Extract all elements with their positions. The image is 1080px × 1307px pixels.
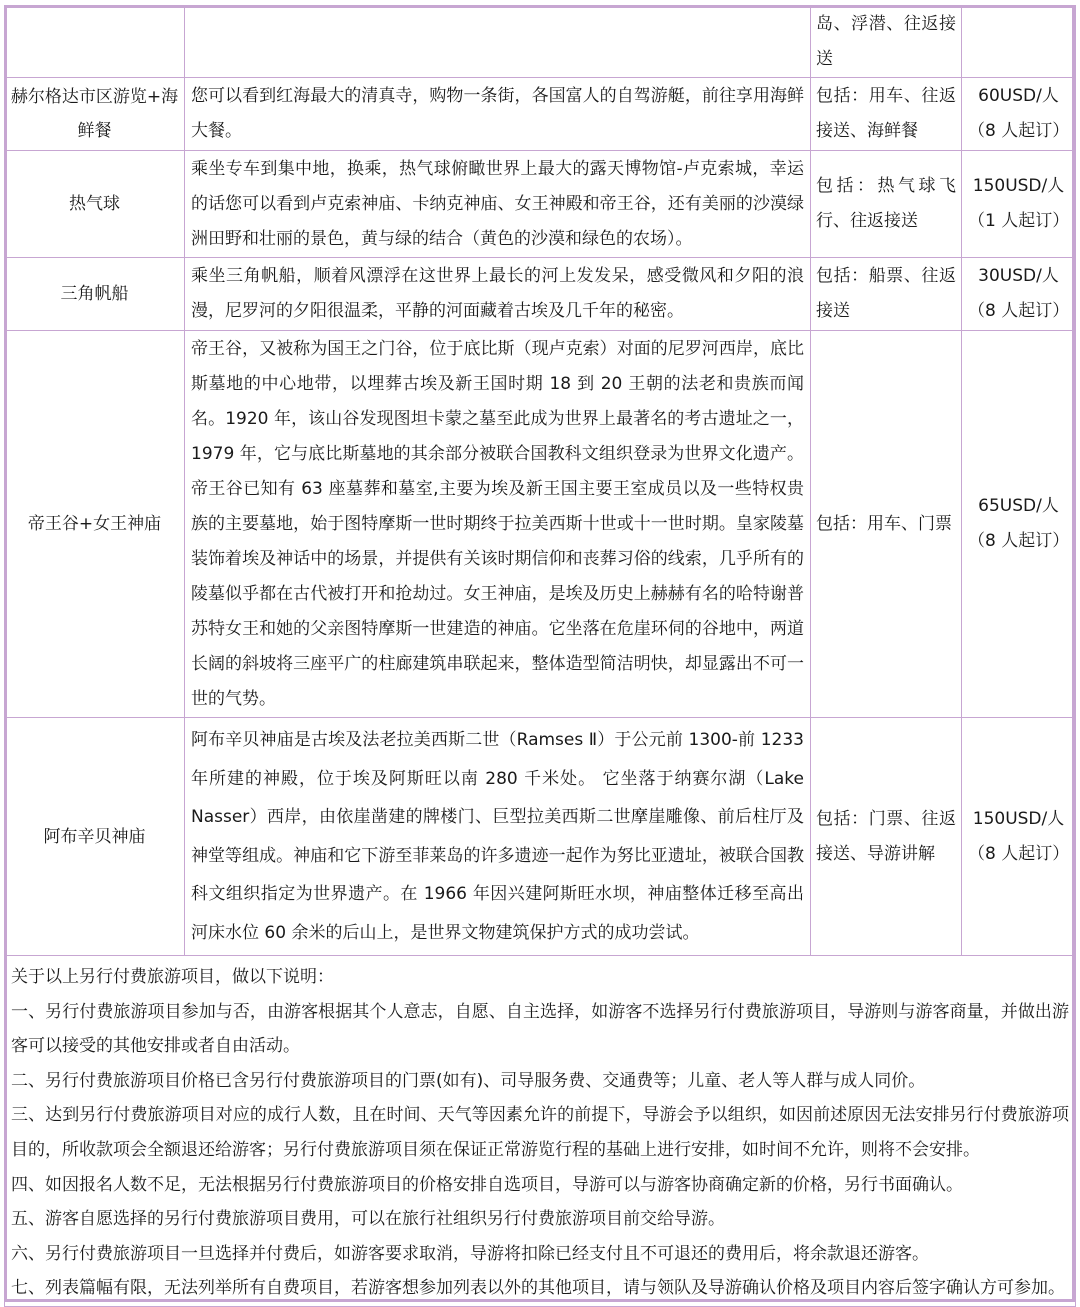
tour-includes: 包括：用车、往返接送、海鲜餐 [811,78,962,151]
table-row [5,151,1076,258]
notes-section [5,956,1076,1307]
tour-min-group: （8 人起订） [968,121,1070,141]
notes-row [5,956,1076,1307]
tour-name: 赫尔格达市区游览+海鲜餐 [5,78,185,151]
tour-name [5,6,185,78]
table-row [5,78,1076,151]
tour-description [185,6,811,78]
tour-price: 150USD/人 [972,176,1065,196]
tour-price-cell [962,78,1076,151]
note-item: 七、列表篇幅有限，无法列举所有自费项目，若游客想参加列表以外的其他项目，请与领队及导游确认价格及项目内容后签字确认方可参加。 [11,1278,1065,1299]
tour-description: 乘坐专车到集中地，换乘，热气球俯瞰世界上最大的露天博物馆-卢克索城，幸运的话您可以看到卢克索神庙、卡纳克神庙、女王神殿和帝王谷，还有美丽的沙漠绿洲田野和壮丽的景色，黄与绿的结合（黄色的沙漠和绿色的农场）。 [185,151,811,258]
tour-description: 帝王谷，又被称为国王之门谷，位于底比斯（现卢克索）对面的尼罗河西岸，底比斯墓地的中心地带，以埋葬古埃及新王国时期 18 到 20 王朝的法老和贵族而闻名。1920 年，该山谷发现图坦卡蒙之墓至此成为世界上最著名的考古遗址之一，1979 年，它与底比斯墓地的其余部分被联合国教科文组织登录为世界文化遗产。帝王谷已知有 63 座墓葬和墓室,主要为埃及新王国主要王室成员以及一些特权贵族的主要墓地，始于图特摩斯一世时期终于拉美西斯十世或十一世时期。皇家陵墓装饰着埃及神话中的场景，并提供有关该时期信仰和丧葬习俗的线索，几乎所有的陵墓似乎都在古代被打开和抢劫过。女王神庙，是埃及历史上赫赫有名的哈特谢普苏特女王和她的父亲图特摩斯一世建造的神庙。它坐落在危崖环伺的谷地中，两道长阔的斜坡将三座平广的柱廊建筑串联起来，整体造型简洁明快，却显露出不可一世的气势。 [185,331,811,718]
tour-price-cell [962,258,1076,331]
tour-min-group: （8 人起订） [968,531,1070,551]
tour-name: 帝王谷+女王神庙 [5,331,185,718]
table-row [5,258,1076,331]
table-row [5,718,1076,956]
note-item: 二、另行付费旅游项目价格已含另行付费旅游项目的门票(如有)、司导服务费、交通费等；儿童、老人等人群与成人同价。 [11,1070,926,1091]
tour-description: 您可以看到红海最大的清真寺，购物一条街，各国富人的自驾游艇，前往享用海鲜大餐。 [185,78,811,151]
tour-includes: 包括：门票、往返接送、导游讲解 [811,718,962,956]
tour-price: 65USD/人 [978,496,1059,516]
tour-price-cell [962,6,1076,78]
tour-description: 乘坐三角帆船，顺着风漂浮在这世界上最长的河上发发呆，感受微风和夕阳的浪漫，尼罗河的夕阳很温柔，平静的河面藏着古埃及几千年的秘密。 [185,258,811,331]
tour-name: 三角帆船 [5,258,185,331]
note-item: 一、另行付费旅游项目参加与否，由游客根据其个人意志，自愿、自主选择，如游客不选择另行付费旅游项目，导游则与游客商量，并做出游客可以接受的其他安排或者自由活动。 [11,1001,1069,1057]
tour-includes: 岛、浮潜、往返接送 [811,6,962,78]
tour-price: 60USD/人 [978,86,1059,106]
tour-price-cell [962,151,1076,258]
notes-intro: 关于以上另行付费旅游项目，做以下说明： [11,967,334,987]
tour-price-cell [962,718,1076,956]
tour-includes: 包括：船票、往返接送 [811,258,962,331]
tour-min-group: （8 人起订） [968,301,1070,321]
tour-description: 阿布辛贝神庙是古埃及法老拉美西斯二世（Ramses Ⅱ）于公元前 1300-前 1233 年所建的神殿，位于埃及阿斯旺以南 280 千米处。 它坐落于纳赛尔湖（Lake Nasser）西岸，由依崖凿建的牌楼门、巨型拉美西斯二世摩崖雕像、前后柱厅及神堂等组成。神庙和它下游至菲莱岛的许多遗迹一起作为努比亚遗址，被联合国教科文组织指定为世界遗产。在 1966 年因兴建阿斯旺水坝，神庙整体迁移至高出河床水位 60 余米的后山上，是世界文物建筑保护方式的成功尝试。 [185,718,811,956]
tour-price: 30USD/人 [978,266,1059,286]
tour-includes: 包括：热气球飞行、往返接送 [811,151,962,258]
note-item: 四、如因报名人数不足，无法根据另行付费旅游项目的价格安排自选项目，导游可以与游客协商确定新的价格，另行书面确认。 [11,1174,963,1195]
tour-price-cell [962,331,1076,718]
tour-name: 阿布辛贝神庙 [5,718,185,956]
note-item: 六、另行付费旅游项目一旦选择并付费后，如游客要求取消，导游将扣除已经支付且不可退还的费用后，将余款退还游客。 [11,1243,929,1264]
table-row [5,6,1076,78]
tour-price: 150USD/人 [972,808,1065,829]
tour-min-group: （8 人起订） [968,843,1070,864]
table-row [5,331,1076,718]
optional-tours-table [4,5,1076,1307]
tour-min-group: （1 人起订） [968,211,1070,231]
note-item: 五、游客自愿选择的另行付费旅游项目费用，可以在旅行社组织另行付费旅游项目前交给导游。 [11,1209,725,1230]
tour-name: 热气球 [5,151,185,258]
tour-includes: 包括：用车、门票 [811,331,962,718]
note-item: 三、达到另行付费旅游项目对应的成行人数，且在时间、天气等因素允许的前提下，导游会予以组织，如因前述原因无法安排另行付费旅游项目的，所收款项会全额退还给游客；另行付费旅游项目须在保证正常游览行程的基础上进行安排，如时间不允许，则将不会安排。 [11,1105,1069,1160]
